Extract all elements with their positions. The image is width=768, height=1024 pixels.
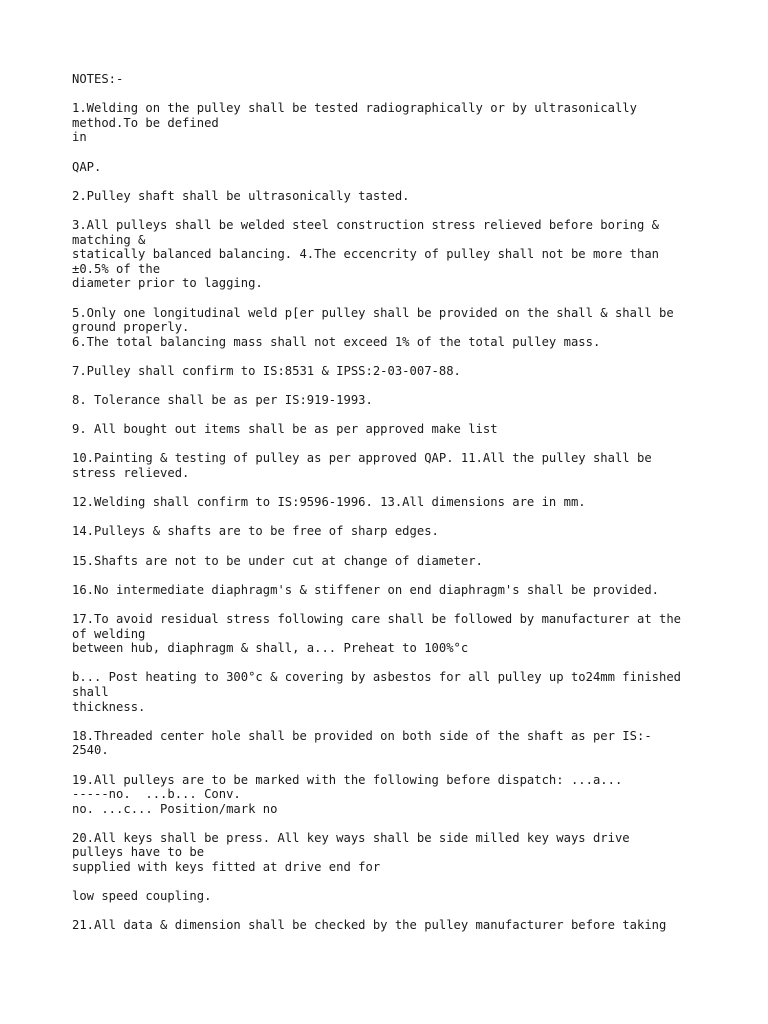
note-text-line: thickness. [72, 699, 146, 714]
note-text-line: pulleys have to be [72, 845, 205, 860]
note-text-line: b... Post heating to 300°c & covering by asbestos for all pulley up to24mm finished [72, 670, 682, 685]
blank-line [72, 437, 712, 452]
note-text-line: method.To be defined [72, 115, 219, 130]
note-text-line: diameter prior to lagging. [72, 276, 263, 291]
blank-line [72, 714, 712, 729]
blank-line [72, 87, 712, 102]
note-text-line: statically balanced balancing. 4.The eccencrity of pulley shall not be more than [72, 247, 659, 262]
note-text-line: 5.Only one longitudinal weld p[er pulley shall be provided on the shall & shall be [72, 305, 674, 320]
note-text-line: 21.All data & dimension shall be checked by the pulley manufacturer before taking [72, 918, 667, 933]
note-text-line: 10.Painting & testing of pulley as per approved QAP. 11.All the pulley shall be [72, 451, 652, 466]
note-text-line: 18.Threaded center hole shall be provided on both side of the shaft as per IS:- [72, 728, 652, 743]
blank-line [72, 656, 712, 671]
note-text-line: matching & [72, 232, 146, 247]
note-text-line: ±0.5% of the [72, 261, 161, 276]
note-text-line: 14.Pulleys & shafts are to be free of sharp edges. [72, 524, 439, 539]
note-text-line: 9. All bought out items shall be as per approved make list [72, 422, 498, 437]
note-text-line: 17.To avoid residual stress following care shall be followed by manufacturer at the [72, 611, 682, 626]
blank-line [72, 875, 712, 890]
note-text-line: shall [72, 684, 109, 699]
note-text-line: supplied with keys fitted at drive end for [72, 860, 381, 875]
blank-line [72, 539, 712, 554]
note-text-line: 16.No intermediate diaphragm's & stiffener on end diaphragm's shall be provided. [72, 582, 659, 597]
note-text-line: 20.All keys shall be press. All key ways shall be side milled key ways drive [72, 830, 630, 845]
blank-line [72, 174, 712, 189]
blank-line [72, 597, 712, 612]
blank-line [72, 568, 712, 583]
note-text-line: 19.All pulleys are to be marked with the following before dispatch: ...a... [72, 772, 623, 787]
blank-line [72, 816, 712, 831]
note-text-line: 1.Welding on the pulley shall be tested radiographically or by ultrasonically [72, 101, 637, 116]
note-text-line: low speed coupling. [72, 889, 212, 904]
note-text-line: -----no. ...b... Conv. [72, 787, 241, 802]
note-text-line: in [72, 130, 87, 145]
blank-line [72, 758, 712, 773]
note-text-line: stress relieved. [72, 466, 190, 481]
note-text-line: 15.Shafts are not to be under cut at change of diameter. [72, 553, 483, 568]
blank-line [72, 349, 712, 364]
note-text-line: 8. Tolerance shall be as per IS:919-1993. [72, 393, 373, 408]
note-text-line: no. ...c... Position/mark no [72, 801, 278, 816]
note-text-line: 12.Welding shall confirm to IS:9596-1996. 13.All dimensions are in mm. [72, 495, 586, 510]
notes-heading: NOTES:- [72, 72, 124, 86]
blank-line [72, 904, 712, 919]
note-text-line: of welding [72, 626, 146, 641]
blank-line [72, 378, 712, 393]
blank-line [72, 408, 712, 423]
note-text-line: 2540. [72, 743, 109, 758]
blank-line [72, 291, 712, 306]
note-text-line: 7.Pulley shall confirm to IS:8531 & IPSS:2-03-007-88. [72, 363, 461, 378]
blank-line [72, 481, 712, 496]
blank-line [72, 145, 712, 160]
note-text-line: 2.Pulley shaft shall be ultrasonically tasted. [72, 188, 410, 203]
note-text-line: between hub, diaphragm & shall, a... Preheat to 100%°c [72, 641, 469, 656]
blank-line [72, 510, 712, 525]
note-text-line: 6.The total balancing mass shall not exceed 1% of the total pulley mass. [72, 334, 601, 349]
note-text-line: QAP. [72, 159, 102, 174]
note-text-line: ground properly. [72, 320, 190, 335]
note-text-line: 3.All pulleys shall be welded steel construction stress relieved before boring & [72, 217, 659, 232]
document-page [72, 72, 712, 933]
blank-line [72, 203, 712, 218]
